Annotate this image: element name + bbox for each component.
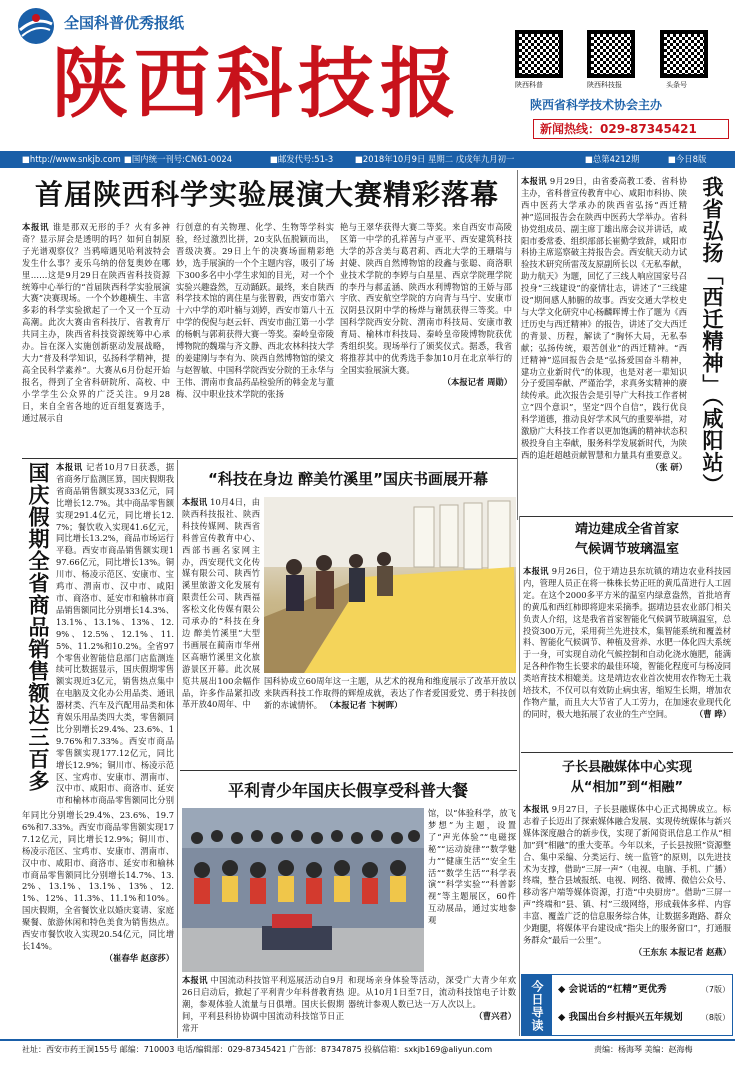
calligraphy-text-2: 国科协成立60周年这一主题，从艺术的视角和维度展示了改革开放以来陕西科技工作取得的辉煌成就，表达了作者爱国爱党、勇于科技创新的赤诚情怀。 — [264, 676, 516, 710]
youth-body — [182, 975, 344, 1035]
dateline: 本报讯 — [182, 497, 208, 507]
byline: （本报记者 卞树晖） — [324, 699, 403, 710]
calligraphy-body-2 — [264, 676, 516, 736]
byline: （王东东 本报记者 赵燕） — [633, 946, 731, 957]
masthead-title: 陕西科技报 — [52, 39, 462, 128]
today-guide — [521, 974, 733, 1036]
youth-headline: 平利青少年国庆长假享受科普大餐 — [227, 781, 468, 800]
guide-item-title: ◆ 会说话的“杠精”更优秀 — [558, 984, 667, 995]
qr-caption: 陕西科普 — [515, 81, 543, 89]
postal-code: ■邮发代号:51-3 — [270, 154, 334, 164]
guide-item-page: （7版） — [700, 985, 730, 994]
side-story-body — [521, 176, 687, 512]
dateline: 本报讯 — [521, 176, 547, 186]
side-story-headline: 我省弘扬「西迁精神」（咸阳站） — [700, 176, 724, 496]
logo-icon — [16, 6, 56, 46]
issue-number: ■总第4212期 — [585, 154, 640, 164]
sponsor: 陕西省科学技术协会主办 — [530, 98, 663, 112]
youth-photo — [182, 808, 424, 972]
masthead-slogan: 全国科普优秀报纸 — [64, 14, 185, 32]
byline: （曹 晔） — [694, 708, 731, 719]
hotline — [533, 119, 729, 139]
calligraphy-photo — [264, 497, 516, 673]
qr-caption: 陕西科技报 — [587, 81, 622, 89]
byline: （本报记者 周勋） — [442, 376, 512, 387]
greenhouse-text: 9月26日，位于靖边县东坑镇的靖边农业科技园内，管理人员正在将一株株长势正旺的黄瓜苗进行人工固定。在这个2000多平方米的温室内绿意盎然，首批培育的黄瓜和西红柿即将迎来采摘季。据靖边县农业部门相关负责人介绍，这是我省首家智能化气候调节玻璃温室，总投资300万元，采用荷兰先进技术，集智能系统和覆盖材料、智能化气候调节、种植及营养、水肥一体化四大系统于一身，可实现自动化气候控制和自动化浇水施肥，能满足各种作物生长要求的最佳环境，智能化程度可与杨凌同类培育技术相媲美。这是靖边农业首次使用农作物无土栽培技术，不仅可以有效防止病虫害，缩短生长期，增加农作物产量，而且大大节省了人工劳力，在加速农业现代化的同时，极大地拓展了农业的生产空间。 — [523, 566, 731, 719]
footer-editors: 责编：杨海琴 美编：赵海梅 — [594, 1045, 693, 1054]
masthead — [0, 0, 735, 150]
lead-headline: 首届陕西科学实验展演大赛精彩落幕 — [34, 178, 499, 211]
byline: （崔春华 赵彦莎） — [104, 952, 174, 963]
issue-date: ■2018年10月9日 星期二 戊戌年九月初一 — [355, 154, 515, 164]
qr-caption: 头条号 — [666, 81, 687, 89]
guide-label: 今日导读 — [522, 975, 552, 1036]
website: ■http://www.snkjb.com — [22, 154, 121, 164]
lead-text-3: 艳与王翠华获得大赛二等奖。来自西安市高陵区第一中学的孔祥茜与卢亚平、西安建筑科技大学的苏含美与葛君莉、西北大学的王珊瑞与封婕、陕西自然博物馆的段鑫与张聪、商洛职业技术学院的李婷与白星星、西京学院理学院的李丹与郝孟涵、陕西水利博物馆的王娇与邵宇欣、西安航空学院的方向青与马宁、安康市汉阴县汉阴中学的杨烨与谢凯获得三等奖。中国科学院西安分院、渭南市科技局、安康市教育局、榆林市科技局、秦岭皇帝陵博物院获优秀组织奖。现场举行了颁奖仪式。据悉，我省将推荐其中的优秀选手参加10月在北京举行的全国实验展演大赛。 — [340, 222, 512, 375]
holiday-body-narrow — [56, 462, 174, 808]
footer-address: 社址：西安市药王洞155号 邮编：710003 电话/编辑部：029-87345421 广告部：87347875 投稿信箱：sxkjb169@aliyun.com — [22, 1045, 493, 1054]
guide-item[interactable] — [558, 1009, 730, 1027]
holiday-text-cont: 年同比分别增长29.4%、23.6%、19.76%和7.33%。西安市商品零售额实现177.12亿元，同比增长12.9%；铜川市、杨凌示范区、宝鸡市、安康市、渭南市、汉中市、咸阳市、商洛市、延安市和榆林市商品零售额同比分别增长14.7%、13.2%、13.1%、13.1%、13%、12.1%、12%、11.3%、11.1%和10%。国庆假期，全省餐饮业以婚庆宴请、家庭聚餐、旅游休闲和特色美食为销售热点。西安市餐饮收入实现20.54亿元，同比增长14%。 — [22, 810, 174, 951]
lead-col2: 行创意的有关物理、化学、生物等学科实验，经过激烈比拼，20支队伍脱颖而出，晋级决赛。29日上午的决赛场面精彩绝妙，选手展演的一个个主题内容，吸引了场下300多名中小学生求知的目光，对一个个实验兴趣盎然，互动踊跃。最终，来自陕西科学技术馆的离住星与张智毅，西安市第六十六中学的邓叶楠与刘婷，西安市第八十五中学的倪倪与赵云轩、西安市曲江第一小学的杨帆与郭莉获得大赛一等奖。秦岭皇帝陵博物院的魏瑞与齐文静、西北农林科技大学的姜建刚与李有为、陕西自然博物馆的梁文与赵智敏、中国科学院西安分院的王永华与王伟、渭南市食品药品检验所的韩金龙与董梅、汉中职业技术学院的张扬 — [176, 222, 334, 399]
media-headline: 子长县融媒体中心实现 从“相加”到“相融” — [561, 760, 692, 795]
calligraphy-body — [182, 497, 260, 779]
youth-side-text: 馆，以“体验科学，放飞梦想”为主题，设置了“声光体验”“电磁探秘”“运动旋律”“数学魅力”“健康生活”“安全生活”“数学生活”“科学表演”“科学实验”“科普影视”等主题展区，60件互动展品，通过实地参观 — [428, 808, 516, 926]
hotline-number: 029-87345421 — [600, 122, 697, 136]
byline: （曹兴君） — [474, 1010, 516, 1021]
youth-tail — [348, 975, 516, 1035]
qr-code-icon — [660, 30, 708, 78]
cn-number: ■国内统一刊号:CN61-0024 — [124, 154, 233, 164]
holiday-text: 记者10月7日获悉，据省商务厅监测匡算，国庆假期我省商品销售额实现333亿元，同比增长12.7%。其中商品零售额实现291.4亿元，同比增长12.7%；餐饮收入实现41.6亿元，同比增长13.2%，商品市场运行平稳。西安市商品销售额实现197.66亿元，同比增长13%。铜川市、杨凌示范区、安康市、宝鸡市、渭南市、汉中市、咸阳市、商洛市、延安市和榆林市商品销售额同比分别增长14.3%、13.1%、13.1%、13%、12.9%、12.5%、12.1%、11.5%、11.2%和10.2%。全省97个零售业智能信息部门店监测连续可比数据显示，国庆假期零售额实现近3亿元，销售热点集中在电脑及文化办公用品类、通讯器材类、汽车及汽配用品类和体育娱乐用品类四大类，零售额同比分别增长29.4%、23.6%、19.76%和7.33%。西安市商品零售额实现177.12亿元，同比增长12.9%；铜川市、杨凌示范区、宝鸡市、安康市、渭南市、汉中市、咸阳市、商洛市、延安市和榆林市商品零售额同比分别 — [56, 462, 174, 806]
dateline: 本报讯 — [56, 462, 83, 472]
dateline: 本报讯 — [523, 566, 549, 576]
guide-item-page: （8版） — [700, 1013, 730, 1022]
byline: （张 研） — [650, 461, 687, 472]
media-text: 9月27日，子长县融媒体中心正式揭牌成立。标志着子长迈出了探索媒体融合发展、实现传统媒体与新兴媒体深度融合的新步伐，实现了新闻资讯信息工作从“相加”到“相融”的重大变革。今年以来，子长县按照“资源整合、集中采编、分类运行、统一监管”的原则，以先进技术为支撑，借助“三屏一声”（电视、电脑、手机、广播）终端，整合县域报纸、电视、网络、微博、微信公众号、移动客户端等媒体资源，打造“中央厨房”。借助“三屏一声”终端和“县、镇、村”三级网络，形成载体多样、内容丰富、覆盖广泛的信息服务综合体，让数据多跑路、群众少跑腿，将媒体平台建设成“指尖上的服务窗口”，打通服务群众“最后一公里”。 — [523, 804, 731, 945]
guide-item-title: ◆ 我国出台乡村振兴五年规划 — [558, 1012, 683, 1023]
lead-col3 — [340, 222, 512, 454]
greenhouse-headline: 靖边建成全省首家 气候调节玻璃温室 — [574, 522, 679, 557]
holiday-body-wide — [22, 810, 174, 1032]
page-count: ■今日8版 — [668, 154, 707, 164]
lead-col1 — [22, 222, 170, 454]
dateline: 本报讯 — [182, 975, 208, 985]
side-story-text: 9月29日，由省委高教工委、省科协主办，省科普宣传教育中心、咸阳市科协、陕西中医药大学承办的陕西省弘扬“西迁精神”巡回报告会在陕西中医药大学举办。省科协党组成员、副主席丁雄出席会议并讲话，咸阳市委常委、组织部部长崔勤学致辞，咸阳市科协主席巡察破主持报告会。西安航天动力试验技术研究所雷茂友原副所长以《无私奉献，助力航天》为题，回忆了三线人响应国家号召投身“三线建设”的豪情壮志，讲述了“三线建设”期间感人肺腑的故事。西安交通大学校史与大学文化研究中心杨麟晖博士作了题为《西迁历史与西迁精神》的报告，讲述了交大西迁的背景、历程，解读了“胸怀大局，无私奉献；弘扬传统，艰苦创业”的西迁精神。“西迁精神”巡回报告会是“弘扬爱国奋斗精神，建功立业新时代”的体现，也是对老一辈知识分子爱国奉献、严谨治学，求真务实精神的赓续传承。此次报告会是引导广大科技工作者树立“四个意识”，坚定“四个自信”，践行优良科学道德，推动良好学术风气的重要举措，对激励广大科技工作者以更加饱满的精神状态积极投身自主奉献，服务科学发展新时代，为陕西的追赶超越贡献智慧和力量具有重要意义。 — [521, 176, 687, 460]
holiday-headline: 国庆假期全省商品销售额达三百多 — [26, 462, 50, 792]
info-bar — [0, 151, 735, 168]
greenhouse-body — [523, 566, 731, 748]
guide-item[interactable] — [558, 981, 730, 999]
qr-code-icon — [515, 30, 563, 78]
lead-text-1: 谁是那双无形的手？火有多神奇？显示屏会是透明的吗？如何自制原子光谱观察仪？当鸦啼遇见哈利波特会发生什么事？麦乐乌纳的倍复奥妙在哪里……这是9月29日在陕西省科技资源统筹中心举行的“首届陕西科学实验展演大赛”决赛现场。一个个妙趣横生、丰富多彩的科学实验掀起了一个又一个互动高潮。此次大赛由省科技厅、省教育厅共同主办，陕西省科技资源统筹中心承办。旨在深入实施创新驱动发展战略，大力“普及科学知识，弘扬科学精神，提高全民科学素养”。大赛从6月份起开始报名，得到了全省科研院所、高校、中小学学生公众界的广泛关注。9月28日，来自全省各地的近百组复赛选手，通过展示自 — [22, 222, 170, 423]
youth-tail-text: 和现场亲身体验等活动，深受广大青少年欢迎。从10月1日至7日，流动科技馆电子计数器统计参观人数已达一万人次以上。 — [348, 975, 516, 1009]
dateline: 本报讯 — [22, 222, 50, 232]
calligraphy-text: 10月4日，由陕西科技报社、陕西科技传媒网、陕西省科普宣传教育中心、西部书画名家网主办，西安现代文化传媒有限公司、陕西竹溪里旅游文化发展有限责任公司、陕西福客松文化传媒有限公司承办的“科技在身边 醉美竹溪里”大型书画展在蔺南市华州区高塘竹溪里文化旅游景区开幕。此次展览共展出100余幅作品，许多作品紧扣改革开放40周年、中 — [182, 497, 260, 710]
dateline: 本报讯 — [523, 804, 549, 814]
calligraphy-headline: “科技在身边 醉美竹溪里”国庆书画展开幕 — [208, 470, 488, 488]
hotline-label: 新闻热线： — [540, 122, 601, 136]
youth-text: 中国流动科技馆平利巡展活动自9月26日启动后，掀起了平利青少年科普教育热潮，参观体验人流量与日俱增。国庆长假期间，平利县科协协调中国流动科技馆节日正常开 — [182, 975, 344, 1033]
media-body — [523, 804, 731, 972]
qr-code-icon — [587, 30, 635, 78]
